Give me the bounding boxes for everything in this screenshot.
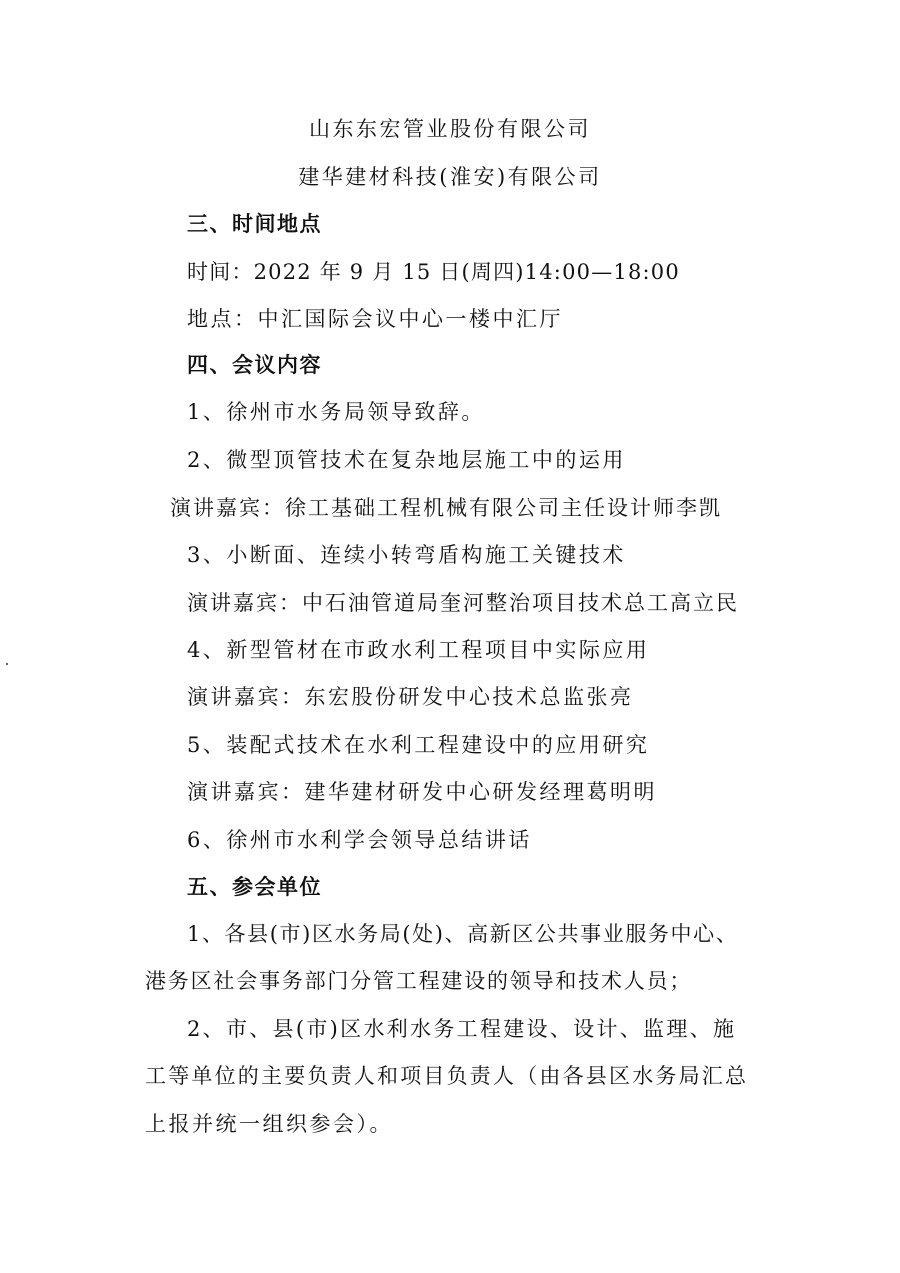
section5-title: 五、参会单位 [187, 875, 322, 899]
section3-title: 三、时间地点 [187, 212, 322, 236]
attendees-para-2-line-1: 2、市、县(市)区水利水务工程建设、设计、监理、施 [187, 1017, 737, 1041]
attendees-para-2-line-3: 上报并统一组织参会）。 [145, 1112, 393, 1136]
time-line: 时间：2022 年 9 月 15 日(周四)14:00—18:00 [187, 260, 680, 284]
speaker-5: 演讲嘉宾：建华建材研发中心研发经理葛明明 [187, 780, 657, 804]
org-line-1: 山东东宏管业股份有限公司 [309, 117, 591, 141]
speaker-2: 演讲嘉宾：徐工基础工程机械有限公司主任设计师李凯 [170, 496, 722, 520]
place-line: 地点：中汇国际会议中心一楼中汇厅 [187, 307, 563, 331]
speaker-3: 演讲嘉宾：中石油管道局奎河整治项目技术总工高立民 [187, 591, 739, 615]
agenda-item-3: 3、小断面、连续小转弯盾构施工关键技术 [187, 543, 626, 567]
agenda-item-4: 4、新型管材在市政水利工程项目中实际应用 [187, 638, 650, 662]
attendees-para-1-line-2: 港务区社会事务部门分管工程建设的领导和技术人员； [145, 969, 693, 993]
section4-title: 四、会议内容 [187, 353, 322, 377]
attendees-para-2-line-2: 工等单位的主要负责人和项目负责人（由各县区水务局汇总 [145, 1064, 749, 1088]
org-line-2: 建华建材科技(淮安)有限公司 [298, 165, 602, 189]
speaker-4: 演讲嘉宾：东宏股份研发中心技术总监张亮 [187, 685, 634, 709]
scan-speck [6, 663, 8, 665]
agenda-item-2: 2、微型顶管技术在复杂地层施工中的运用 [187, 448, 626, 472]
agenda-item-5: 5、装配式技术在水利工程建设中的应用研究 [187, 733, 650, 757]
attendees-para-1-line-1: 1、各县(市)区水务局(处)、高新区公共事业服务中心、 [187, 922, 739, 946]
agenda-item-1: 1、徐州市水务局领导致辞。 [187, 400, 485, 424]
agenda-item-6: 6、徐州市水利学会领导总结讲话 [187, 828, 532, 852]
